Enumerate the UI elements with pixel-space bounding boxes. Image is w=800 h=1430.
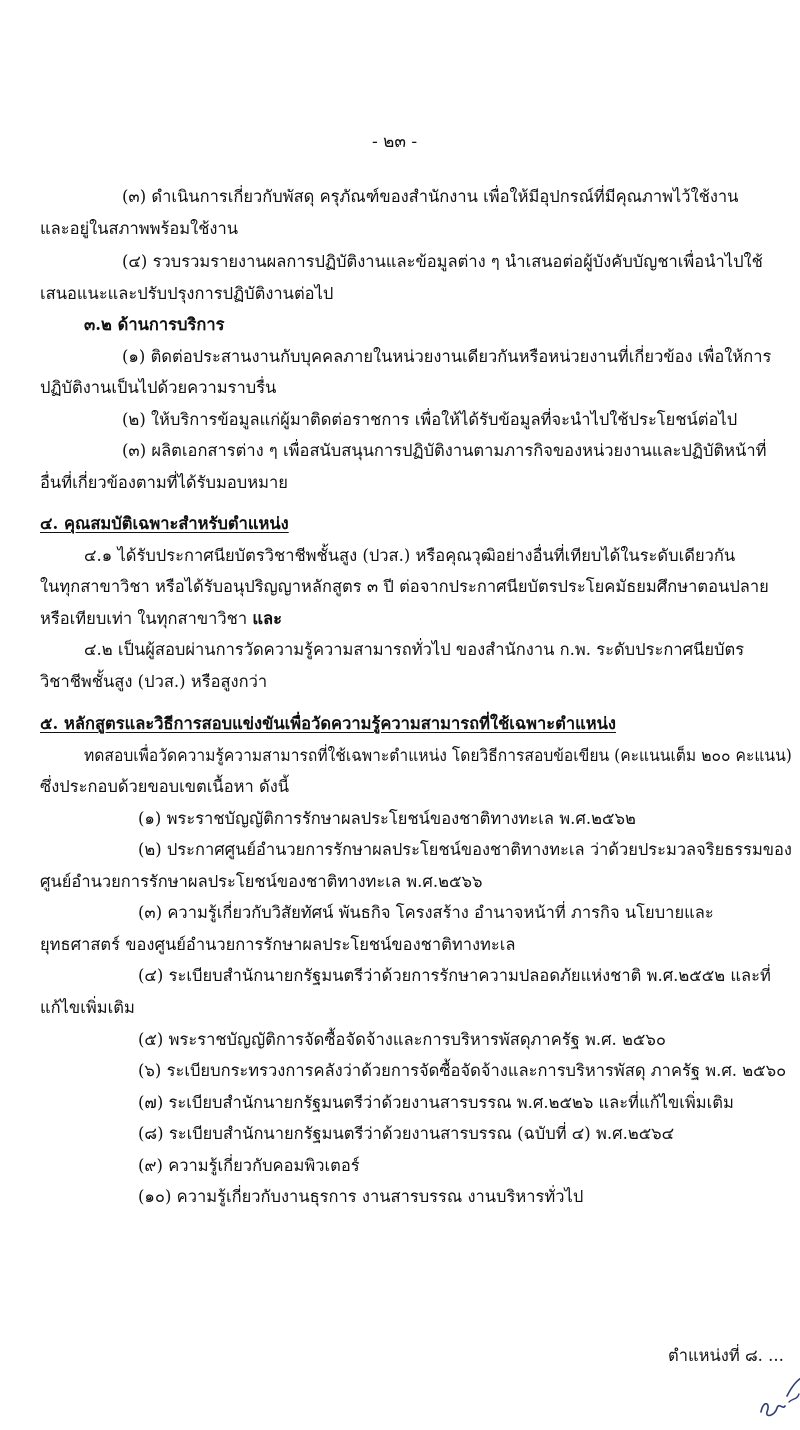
s5-item2-line2: ศูนย์อำนวยการรักษาผลประโยชน์ของชาติทางทะเล พ.ศ.๒๕๖๖ xyxy=(40,872,483,891)
s5-intro-line1: ทดสอบเพื่อวัดความรู้ความสามารถที่ใช้เฉพาะตำแหน่ง โดยวิธีการสอบข้อเขียน (คะแนนเต็ม ๒๐๐ คะแนน) xyxy=(84,746,792,765)
s5-item3-line1: (๓) ความรู้เกี่ยวกับวิสัยทัศน์ พันธกิจ โครงสร้าง อำนาจหน้าที่ ภารกิจ นโยบายและ xyxy=(138,903,714,922)
s3-item4-line1: (๔) รวบรวมรายงานผลการปฏิบัติงานและข้อมูลต่าง ๆ นำเสนอต่อผู้บังคับบัญชาเพื่อนำไปใช้ xyxy=(122,252,763,271)
s5-item3-line2: ยุทธศาสตร์ ของศูนย์อำนวยการรักษาผลประโยชน์ของชาติทางทะเล xyxy=(40,935,516,954)
s4-item1-line2: ในทุกสาขาวิชา หรือได้รับอนุปริญญาหลักสูตร ๓ ปี ต่อจากประกาศนียบัตรประโยคมัธยมศึกษาตอนปลาย xyxy=(40,577,769,596)
s5-item4-line2: แก้ไขเพิ่มเติม xyxy=(40,998,135,1017)
s5-item7: (๗) ระเบียบสำนักนายกรัฐมนตรีว่าด้วยงานสารบรรณ พ.ศ.๒๕๒๖ และที่แก้ไขเพิ่มเติม xyxy=(138,1093,734,1112)
handwritten-initials-signature xyxy=(755,1372,800,1422)
s3-2-item3-line2: อื่นที่เกี่ยวข้องตามที่ได้รับมอบหมาย xyxy=(40,473,288,492)
s5-item8: (๘) ระเบียบสำนักนายกรัฐมนตรีว่าด้วยงานสารบรรณ (ฉบับที่ ๔) พ.ศ.๒๕๖๔ xyxy=(138,1124,675,1143)
s3-item4-line2: เสนอแนะและปรับปรุงการปฏิบัติงานต่อไป xyxy=(40,284,334,303)
s3-2-heading: ๓.๒ ด้านการบริการ xyxy=(84,315,225,334)
s4-item1-line1: ๔.๑ ได้รับประกาศนียบัตรวิชาชีพชั้นสูง (ปวส.) หรือคุณวุฒิอย่างอื่นที่เทียบได้ในระดับเดียวกัน xyxy=(84,546,736,565)
s5-intro-line2: ซึ่งประกอบด้วยขอบเขตเนื้อหา ดังนี้ xyxy=(40,777,290,796)
s3-item3-line1: (๓) ดำเนินการเกี่ยวกับพัสดุ ครุภัณฑ์ของสำนักงาน เพื่อให้มีอุปกรณ์ที่มีคุณภาพไว้ใช้งาน xyxy=(122,187,739,206)
s4-item1-line3 xyxy=(40,608,282,630)
s5-item2-line1: (๒) ประกาศศูนย์อำนวยการรักษาผลประโยชน์ของชาติทางทะเล ว่าด้วยประมวลจริยธรรมของ xyxy=(138,840,792,859)
s4-item2-line2: วิชาชีพชั้นสูง (ปวส.) หรือสูงกว่า xyxy=(40,672,268,691)
s3-item3-line2: และอยู่ในสภาพพร้อมใช้งาน xyxy=(40,219,238,238)
s5-item5: (๕) พระราชบัญญัติการจัดซื้อจัดจ้างและการบริหารพัสดุภาครัฐ พ.ศ. ๒๕๖๐ xyxy=(138,1030,666,1049)
s5-item1: (๑) พระราชบัญญัติการรักษาผลประโยชน์ของชาติทางทะเล พ.ศ.๒๕๖๒ xyxy=(138,809,636,828)
s5-item4-line1: (๔) ระเบียบสำนักนายกรัฐมนตรีว่าด้วยการรักษาความปลอดภัยแห่งชาติ พ.ศ.๒๕๕๒ และที่ xyxy=(138,966,771,985)
s3-2-item2: (๒) ให้บริการข้อมูลแก่ผู้มาติดต่อราชการ เพื่อให้ได้รับข้อมูลที่จะนำไปใช้ประโยชน์ต่อไป xyxy=(122,410,738,429)
s5-item9: (๙) ความรู้เกี่ยวกับคอมพิวเตอร์ xyxy=(138,1156,360,1175)
s4-item1-line3-bold: และ xyxy=(252,609,282,628)
s5-item6: (๖) ระเบียบกระทรวงการคลังว่าด้วยการจัดซื้อจัดจ้างและการบริหารพัสดุ ภาครัฐ พ.ศ. ๒๕๖๐ xyxy=(138,1061,787,1080)
s5-heading: ๕. หลักสูตรและวิธีการสอบแข่งขันเพื่อวัดความรู้ความสามารถที่ใช้เฉพาะตำแหน่ง xyxy=(40,714,616,733)
s3-2-item1-line2: ปฏิบัติงานเป็นไปด้วยความราบรื่น xyxy=(40,378,277,397)
s3-2-item3-line1: (๓) ผลิตเอกสารต่าง ๆ เพื่อสนับสนุนการปฏิบัติงานตามภารกิจของหน่วยงานและปฏิบัติหน้าที่ xyxy=(122,441,767,460)
s3-2-item1-line1: (๑) ติดต่อประสานงานกับบุคคลภายในหน่วยงานเดียวกันหรือหน่วยงานที่เกี่ยวข้อง เพื่อให้การ xyxy=(122,347,772,366)
s4-item2-line1: ๔.๒ เป็นผู้สอบผ่านการวัดความรู้ความสามารถทั่วไป ของสำนักงาน ก.พ. ระดับประกาศนียบัตร xyxy=(84,640,745,659)
continuation-note: ตำแหน่งที่ ๘. ... xyxy=(668,1346,784,1365)
s4-item1-line3-text: หรือเทียบเท่า ในทุกสาขาวิชา xyxy=(40,609,253,628)
s5-item10: (๑๐) ความรู้เกี่ยวกับงานธุรการ งานสารบรรณ งานบริหารทั่วไป xyxy=(138,1187,584,1206)
page-number: - ๒๓ - xyxy=(372,132,418,152)
s4-heading: ๔. คุณสมบัติเฉพาะสำหรับตำแหน่ง xyxy=(40,514,289,533)
